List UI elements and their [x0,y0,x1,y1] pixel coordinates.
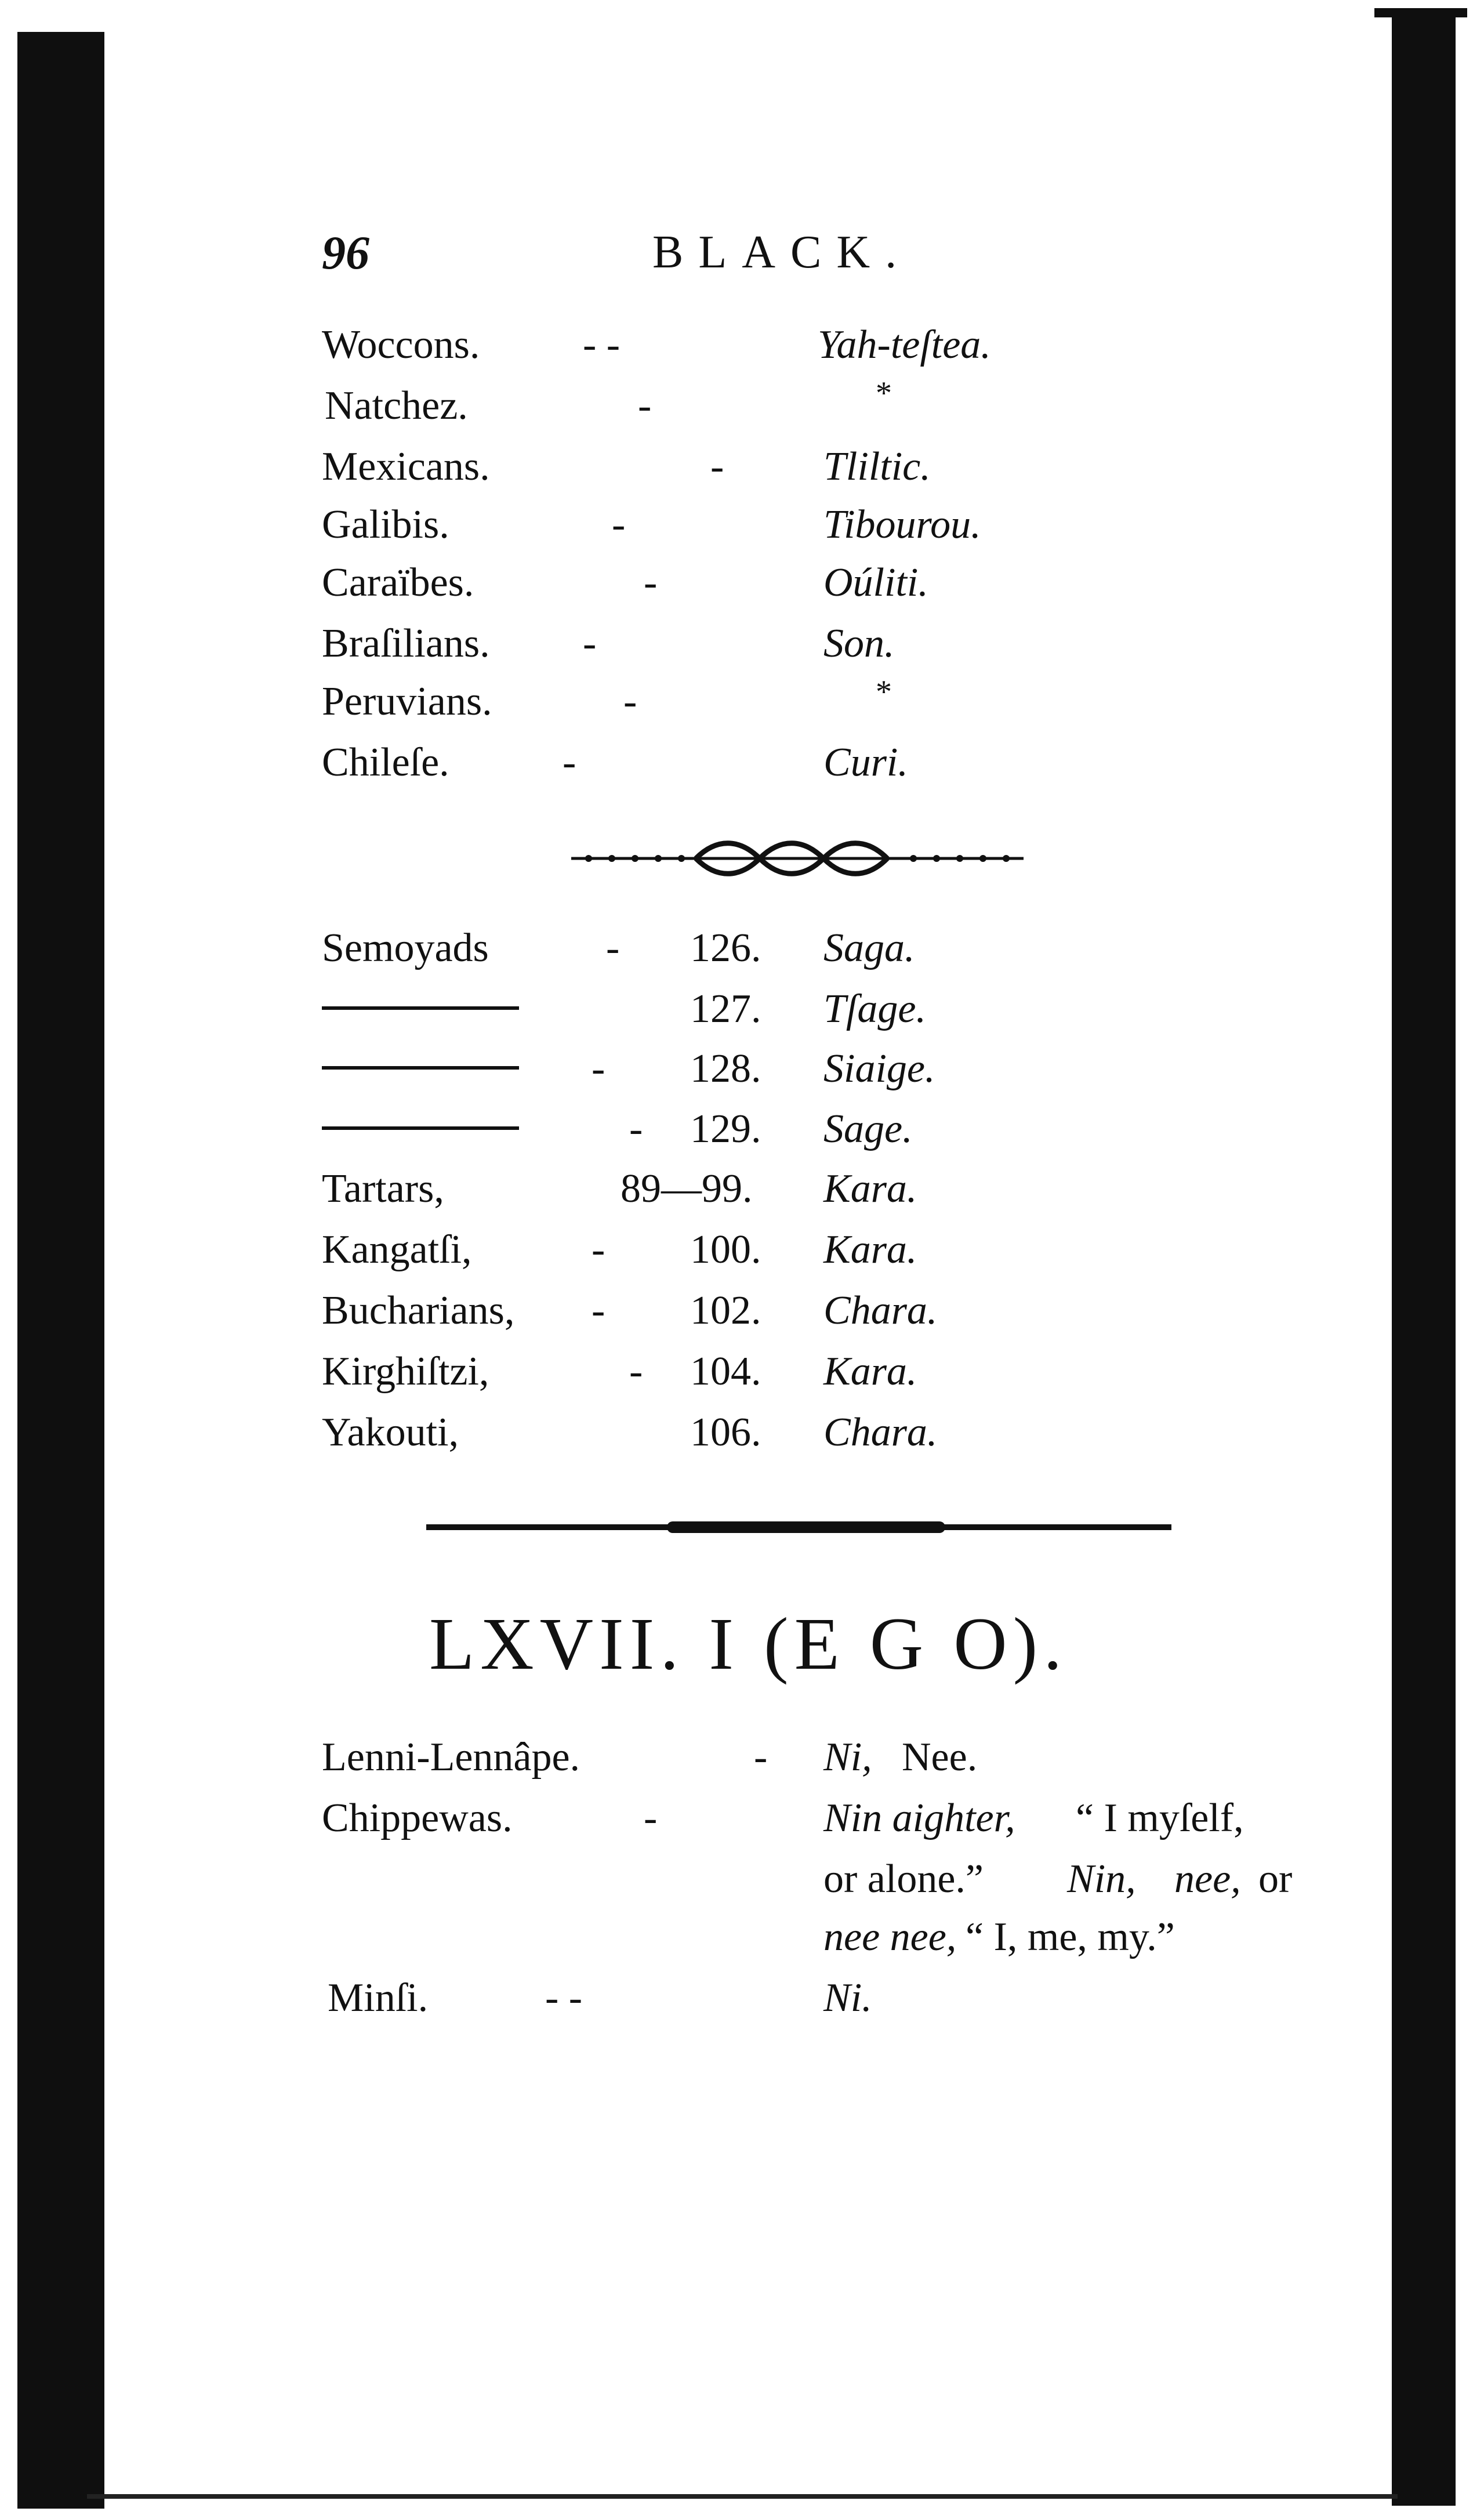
word: Ni. [823,1976,872,2020]
reference-number: 89—99. [621,1166,753,1211]
reference-number: 127. [690,987,761,1031]
reference-number: 100. [690,1227,761,1272]
nation-name: Kangatſi, [322,1227,472,1272]
nation-name: Chippewas. [322,1796,513,1840]
nation-name: Semoyads [322,926,489,970]
section-title: LXVII. I (E G O). [429,1603,1068,1685]
word: Kara. [823,1227,917,1272]
ornament-divider [571,835,1024,882]
word: nee nee, [823,1915,957,1959]
dash: - [754,1735,768,1780]
section-rule-swell [667,1521,945,1533]
scan-edge-right [1392,12,1456,2506]
nation-name: Minſi. [328,1976,429,2020]
nation-name: Kirghiſtzi, [322,1349,489,1394]
word-variant: Nee. [902,1735,978,1780]
reference-number: 102. [690,1288,761,1333]
dash: - [710,444,724,489]
nation-name: Peruvians. [322,679,492,724]
word: Nin, [1067,1857,1136,1901]
nation-name: Lenni-Lennâpe. [322,1735,580,1780]
reference-number: 104. [690,1349,761,1394]
word: Siaige. [823,1046,935,1091]
dash: - [612,502,626,547]
nation-name: Bucharians, [322,1288,515,1333]
nation-name: Natchez. [325,383,468,428]
dash: - [563,740,576,785]
reference-number: 106. [690,1410,761,1455]
word: Ni, [823,1735,872,1780]
dash: - [583,621,597,666]
reference-number: 126. [690,926,761,970]
ditto-rule [322,1126,519,1130]
word: Curi. [823,740,908,785]
nation-name: Yakouti, [322,1410,459,1455]
ditto-rule [322,1006,519,1010]
dash: - [606,926,620,970]
word: Sage. [823,1107,913,1151]
word: Saga. [823,926,915,970]
reference-number: 129. [690,1107,761,1151]
nation-name: Galibis. [322,502,449,547]
dash: - [629,1107,643,1151]
nation-name: Caraïbes. [322,560,474,605]
nation-name: Tartars, [322,1166,444,1211]
word: nee, [1174,1857,1241,1901]
word: Nin aighter, [823,1796,1015,1840]
dash: - [592,1046,605,1091]
page-number: 96 [322,226,369,279]
nation-name: Chileſe. [322,740,449,785]
word: Chara. [823,1410,938,1455]
word: Son. [823,621,895,666]
scan-edge-bottom [87,2494,1398,2499]
dash: - [592,1227,605,1272]
word: Kara. [823,1349,917,1394]
dash: - - [545,1976,583,2020]
dash: - - [583,322,621,367]
asterisk: * [876,375,892,411]
gloss: “ I myſelf, [1076,1796,1244,1840]
nation-name: Mexicans. [322,444,490,489]
dash: - [638,383,652,428]
nation-name: Woccons. [322,322,480,367]
word: Tſage. [823,987,926,1031]
nation-name: Braſilians. [322,621,490,666]
word: Oúliti. [823,560,928,605]
word: Tibourou. [823,502,981,547]
dash: - [592,1288,605,1333]
gloss: or alone.” [823,1857,984,1901]
ditto-rule [322,1066,519,1070]
word: Tliltic. [823,444,931,489]
gloss: or [1258,1857,1293,1901]
gloss: “ I, me, my.” [966,1915,1175,1959]
scan-edge-left [17,32,104,2509]
reference-number: 128. [690,1046,761,1091]
word: Chara. [823,1288,938,1333]
dash: - [629,1349,643,1394]
dash: - [644,560,658,605]
dash: - [623,679,637,724]
word: Kara. [823,1166,917,1211]
asterisk: * [876,674,892,710]
running-title: BLACK. [652,227,912,278]
word: Yah-teſtea. [818,322,991,367]
dash: - [644,1796,658,1840]
